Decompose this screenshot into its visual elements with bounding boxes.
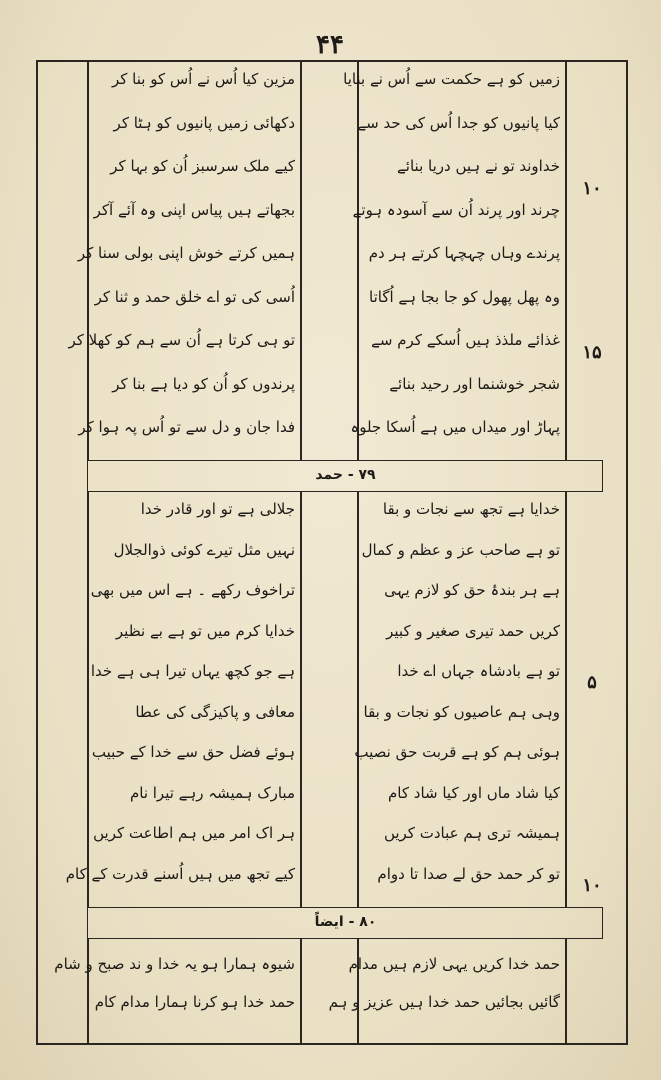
left-margin-rule-2 xyxy=(87,492,89,907)
verse-line: پرندوں کو اُن کو دیا ہے بنا کر xyxy=(112,374,295,393)
verse-line: تو ہے بادشاہ جہاں اے خدا xyxy=(397,662,560,680)
verse-line: شجر خوشنما اور رحید بنائے xyxy=(389,374,560,393)
verse-line: چرند اور پرند اُن سے آسودہ ہوتے xyxy=(352,200,560,219)
verse-line: ہے ہر بندۂ حق کو لازم یہی xyxy=(384,581,560,599)
verse-line: وہی ہم عاصیوں کو نجات و بقا xyxy=(363,702,560,721)
verse-line: حمد خدا ہو کرنا ہمارا مدام کام xyxy=(94,993,295,1011)
verse-line: نہیں مثل تیرے کوئی ذوالجلال xyxy=(113,540,295,559)
number-column-rule xyxy=(565,60,567,460)
verse-line: زمیں کو ہے حکمت سے اُس نے بنایا xyxy=(343,70,560,88)
verse-line: معافی و پاکیزگی کی عطا xyxy=(135,702,295,721)
verse-line: تراخوف رکھے ۔ ہے اس میں بھی xyxy=(90,581,295,599)
verse-line: ہمیں کرتے خوش اپنی بولی سنا کر xyxy=(77,244,295,262)
verse-line: کریں حمد تیری صغیر و کبیر xyxy=(386,621,560,640)
verse-line: تو ہے صاحب عز و عظم و کمال xyxy=(361,540,560,559)
number-column-rule-2 xyxy=(565,492,567,907)
line-number-15: ۱۵ xyxy=(582,342,602,363)
verse-line: مبارک ہمیشہ رہے تیرا نام xyxy=(129,783,295,802)
hymn-80-heading: ۸۰ - ایضاً xyxy=(314,914,377,930)
verse-line: دکھائی زمیں پانیوں کو ہٹا کر xyxy=(113,113,295,132)
verse-line: کیے ملک سرسبز اُن کو بہا کر xyxy=(110,157,295,175)
frame-top-rule xyxy=(36,60,628,62)
verse-line: پرندے وہاں چہچہا کرتے ہر دم xyxy=(368,244,560,262)
verse-line: ہوئی ہم کو ہے قربت حق نصیب xyxy=(354,743,560,761)
verse-line: ہمیشہ تری ہم عبادت کریں xyxy=(383,824,560,842)
verse-line: مزین کیا اُس نے اُس کو بنا کر xyxy=(111,70,295,88)
verse-line: خدایا کرم میں تو ہے بے نظیر xyxy=(115,621,295,640)
hymn-79-heading: ۷۹ - حمد xyxy=(315,467,376,483)
verse-line: کیا شاد ماں اور کیا شاد کام xyxy=(388,783,560,802)
verse-line: ہوئے فضل حق سے خدا کے حبیب xyxy=(91,743,295,761)
verse-line: حمد خدا کریں یہی لازم ہیں مدام xyxy=(348,955,560,973)
verse-line: وہ پھل پھول کو جا بجا ہے اُگاتا xyxy=(369,287,560,306)
verse-line: تو کر حمد حق لے صدا تا دوام xyxy=(377,864,560,883)
column-left-rule-2 xyxy=(300,492,302,907)
verse-line: بجھاتے ہیں پیاس اپنی وہ آئے آکر xyxy=(93,200,295,219)
line-number-10: ۱۰ xyxy=(582,178,602,199)
number-column-rule-3 xyxy=(565,939,567,1045)
line-number-10b: ۱۰ xyxy=(582,875,602,896)
verse-line: تو ہی کرتا ہے اُن سے ہم کو کھلا کر xyxy=(68,331,295,349)
column-right-rule-2 xyxy=(357,492,359,907)
verse-line: غذائے ملذذ ہیں اُسکے کرم سے xyxy=(371,331,560,349)
page-number: ۴۴ xyxy=(316,30,344,60)
verse-line: فدا جان و دل سے تو اُس پہ ہوا کر xyxy=(78,418,295,436)
verse-line: ہے جو کچھ یہاں تیرا ہی ہے خدا xyxy=(90,662,295,680)
verse-line: کیے تجھ میں ہیں اُسنے قدرت کے کام xyxy=(65,864,295,883)
column-left-rule xyxy=(300,60,302,460)
verse-line: کیا پانیوں کو جدا اُس کی حد سے xyxy=(357,113,560,132)
verse-line: ہر اک امر میں ہم اطاعت کریں xyxy=(93,824,295,842)
verse-line: خدایا ہے تجھ سے نجات و بقا xyxy=(382,500,560,518)
line-number-5: ۵ xyxy=(587,672,597,693)
verse-line: اُسی کی تو اے خلق حمد و ثنا کر xyxy=(94,287,295,306)
verse-line: جلالی ہے تو اور قادر خدا xyxy=(140,500,295,518)
column-left-rule-3 xyxy=(300,939,302,1045)
verse-line: خداوند تو نے ہیں دریا بنائے xyxy=(397,157,560,175)
verse-line: شیوہ ہمارا ہو یہ خدا و ند صبح و شام xyxy=(54,955,295,973)
verse-line: گائیں بجائیں حمد خدا ہیں عزیز و ہم xyxy=(328,993,560,1011)
verse-line: پہاڑ اور میداں میں ہے اُسکا جلوہ xyxy=(350,418,560,436)
